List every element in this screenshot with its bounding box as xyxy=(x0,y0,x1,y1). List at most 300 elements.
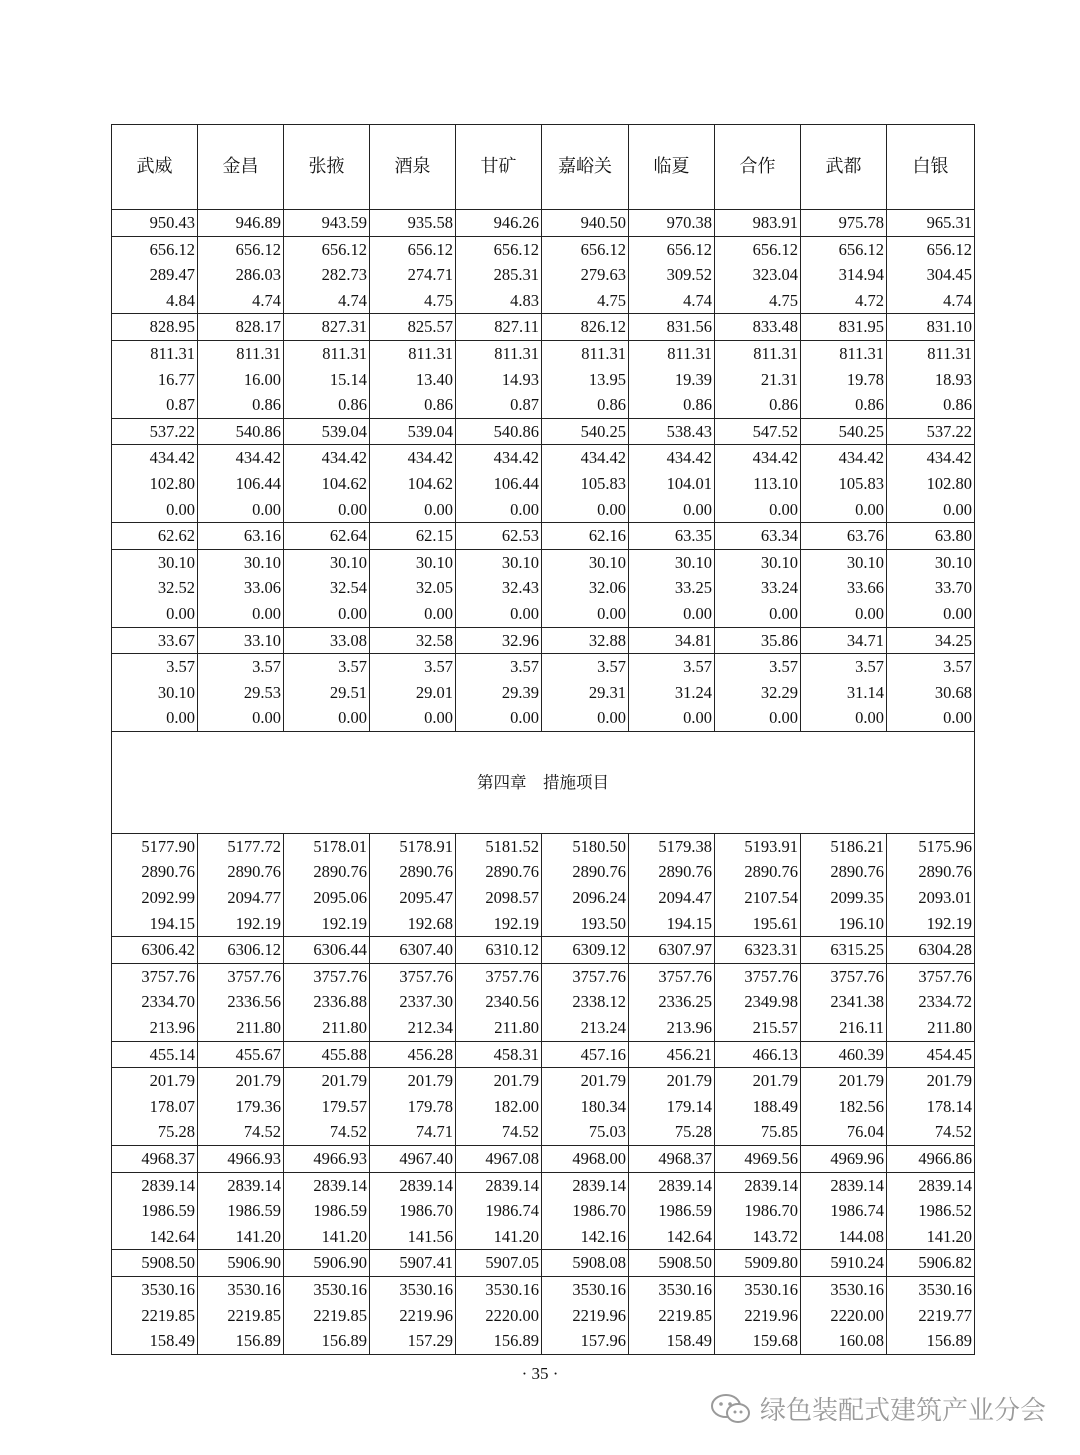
table-cell: 2890.76 xyxy=(801,859,887,885)
table-cell: 833.48 xyxy=(715,314,801,341)
table-cell: 74.71 xyxy=(370,1119,456,1145)
table-cell: 62.53 xyxy=(456,523,542,550)
table-cell: 0.00 xyxy=(629,497,715,523)
table-row xyxy=(112,236,975,262)
wechat-icon xyxy=(710,1393,752,1425)
table-cell: 156.89 xyxy=(887,1328,975,1354)
table-cell: 102.80 xyxy=(887,471,975,497)
table-cell: 105.83 xyxy=(801,471,887,497)
table-cell: 827.11 xyxy=(456,314,542,341)
table-cell: 32.52 xyxy=(112,575,198,601)
chapter-title: 第四章 措施项目 xyxy=(112,731,975,833)
table-cell: 188.49 xyxy=(715,1094,801,1120)
table-cell: 192.19 xyxy=(887,911,975,937)
table-cell: 3530.16 xyxy=(801,1276,887,1302)
table-cell: 434.42 xyxy=(887,445,975,471)
table-cell: 3757.76 xyxy=(542,963,629,989)
table-cell: 811.31 xyxy=(629,340,715,366)
table-cell: 4968.37 xyxy=(112,1146,198,1173)
table-cell: 178.07 xyxy=(112,1094,198,1120)
table-cell: 656.12 xyxy=(112,236,198,262)
table-cell: 656.12 xyxy=(629,236,715,262)
table-cell: 3.57 xyxy=(284,654,370,680)
table-cell: 0.00 xyxy=(715,497,801,523)
table-cell: 13.95 xyxy=(542,367,629,393)
table-cell: 0.00 xyxy=(456,601,542,627)
table-cell: 2094.47 xyxy=(629,885,715,911)
table-cell: 29.53 xyxy=(198,680,284,706)
table-cell: 3530.16 xyxy=(715,1276,801,1302)
table-cell: 0.00 xyxy=(801,705,887,731)
table-cell: 811.31 xyxy=(715,340,801,366)
table-cell: 4.75 xyxy=(370,288,456,314)
table-cell: 2096.24 xyxy=(542,885,629,911)
table-cell: 213.96 xyxy=(112,1015,198,1041)
table-cell: 180.34 xyxy=(542,1094,629,1120)
table-cell: 811.31 xyxy=(198,340,284,366)
table-cell: 13.40 xyxy=(370,367,456,393)
table-row xyxy=(112,627,975,654)
table-cell: 0.00 xyxy=(198,705,284,731)
table-cell: 0.86 xyxy=(715,392,801,418)
table-cell: 0.00 xyxy=(112,601,198,627)
table-cell: 3757.76 xyxy=(629,963,715,989)
table-cell: 457.16 xyxy=(542,1041,629,1068)
table-cell: 63.34 xyxy=(715,523,801,550)
table-cell: 30.10 xyxy=(112,549,198,575)
table-cell: 75.28 xyxy=(112,1119,198,1145)
table-cell: 827.31 xyxy=(284,314,370,341)
table-cell: 0.00 xyxy=(370,705,456,731)
table-cell: 0.00 xyxy=(198,497,284,523)
table-cell: 141.20 xyxy=(284,1224,370,1250)
table-cell: 212.34 xyxy=(370,1015,456,1041)
table-cell: 63.80 xyxy=(887,523,975,550)
table-cell: 0.00 xyxy=(629,601,715,627)
table-cell: 5193.91 xyxy=(715,833,801,859)
table-cell: 965.31 xyxy=(887,210,975,237)
table-cell: 75.85 xyxy=(715,1119,801,1145)
table-cell: 455.88 xyxy=(284,1041,370,1068)
table-cell: 5180.50 xyxy=(542,833,629,859)
table-row xyxy=(112,1015,975,1041)
table-cell: 2890.76 xyxy=(887,859,975,885)
table-cell: 5178.01 xyxy=(284,833,370,859)
table-cell: 75.03 xyxy=(542,1119,629,1145)
table-cell: 434.42 xyxy=(715,445,801,471)
table-cell: 216.11 xyxy=(801,1015,887,1041)
table-cell: 4966.86 xyxy=(887,1146,975,1173)
table-cell: 434.42 xyxy=(370,445,456,471)
table-cell: 5909.80 xyxy=(715,1250,801,1277)
table-cell: 63.76 xyxy=(801,523,887,550)
table-cell: 30.10 xyxy=(284,549,370,575)
table-cell: 2890.76 xyxy=(629,859,715,885)
table-cell: 19.39 xyxy=(629,367,715,393)
price-table xyxy=(111,124,975,1355)
table-cell: 6323.31 xyxy=(715,937,801,964)
table-cell: 811.31 xyxy=(112,340,198,366)
table-cell: 4969.96 xyxy=(801,1146,887,1173)
table-cell: 656.12 xyxy=(456,236,542,262)
table-cell: 179.14 xyxy=(629,1094,715,1120)
table-cell: 62.64 xyxy=(284,523,370,550)
table-cell: 4967.08 xyxy=(456,1146,542,1173)
table-cell: 32.96 xyxy=(456,627,542,654)
table-cell: 16.77 xyxy=(112,367,198,393)
table-row xyxy=(112,288,975,314)
table-cell: 2839.14 xyxy=(887,1172,975,1198)
table-cell: 33.08 xyxy=(284,627,370,654)
table-cell: 213.24 xyxy=(542,1015,629,1041)
table-cell: 2839.14 xyxy=(629,1172,715,1198)
table-cell: 2839.14 xyxy=(456,1172,542,1198)
column-header: 武威 xyxy=(112,125,198,210)
table-cell: 309.52 xyxy=(629,262,715,288)
table-cell: 434.42 xyxy=(112,445,198,471)
table-cell: 2107.54 xyxy=(715,885,801,911)
table-cell: 656.12 xyxy=(801,236,887,262)
table-cell: 0.86 xyxy=(887,392,975,418)
table-cell: 5177.90 xyxy=(112,833,198,859)
table-cell: 0.86 xyxy=(284,392,370,418)
table-cell: 16.00 xyxy=(198,367,284,393)
table-cell: 142.16 xyxy=(542,1224,629,1250)
table-cell: 30.10 xyxy=(887,549,975,575)
table-cell: 32.88 xyxy=(542,627,629,654)
table-cell: 282.73 xyxy=(284,262,370,288)
table-cell: 0.00 xyxy=(715,705,801,731)
table-cell: 192.19 xyxy=(284,911,370,937)
table-cell: 3757.76 xyxy=(715,963,801,989)
table-cell: 943.59 xyxy=(284,210,370,237)
table-cell: 2839.14 xyxy=(715,1172,801,1198)
table-cell: 540.86 xyxy=(198,418,284,445)
table-row xyxy=(112,859,975,885)
table-cell: 4.74 xyxy=(887,288,975,314)
table-cell: 0.00 xyxy=(542,601,629,627)
table-cell: 5908.08 xyxy=(542,1250,629,1277)
table-cell: 3530.16 xyxy=(198,1276,284,1302)
table-cell: 4966.93 xyxy=(284,1146,370,1173)
table-cell: 935.58 xyxy=(370,210,456,237)
table-cell: 63.16 xyxy=(198,523,284,550)
table-cell: 3757.76 xyxy=(801,963,887,989)
table-cell: 2092.99 xyxy=(112,885,198,911)
table-row xyxy=(112,705,975,731)
table-cell: 74.52 xyxy=(284,1119,370,1145)
table-cell: 466.13 xyxy=(715,1041,801,1068)
table-cell: 0.86 xyxy=(629,392,715,418)
column-header: 武都 xyxy=(801,125,887,210)
table-cell: 2220.00 xyxy=(801,1303,887,1329)
table-cell: 2839.14 xyxy=(542,1172,629,1198)
table-cell: 211.80 xyxy=(198,1015,284,1041)
table-cell: 141.20 xyxy=(198,1224,284,1250)
table-cell: 14.93 xyxy=(456,367,542,393)
table-cell: 831.56 xyxy=(629,314,715,341)
table-cell: 30.10 xyxy=(456,549,542,575)
table-cell: 201.79 xyxy=(629,1068,715,1094)
table-cell: 946.26 xyxy=(456,210,542,237)
table-cell: 29.39 xyxy=(456,680,542,706)
table-cell: 201.79 xyxy=(887,1068,975,1094)
table-cell: 811.31 xyxy=(887,340,975,366)
table-cell: 4966.93 xyxy=(198,1146,284,1173)
table-cell: 15.14 xyxy=(284,367,370,393)
table-cell: 2890.76 xyxy=(542,859,629,885)
table-cell: 192.68 xyxy=(370,911,456,937)
table-cell: 0.00 xyxy=(112,497,198,523)
table-cell: 0.00 xyxy=(370,497,456,523)
table-row xyxy=(112,911,975,937)
table-cell: 4.72 xyxy=(801,288,887,314)
table-cell: 286.03 xyxy=(198,262,284,288)
table-cell: 33.67 xyxy=(112,627,198,654)
table-cell: 3530.16 xyxy=(370,1276,456,1302)
table-cell: 4969.56 xyxy=(715,1146,801,1173)
table-cell: 6304.28 xyxy=(887,937,975,964)
table-cell: 2338.12 xyxy=(542,989,629,1015)
table-cell: 4.75 xyxy=(715,288,801,314)
table-cell: 211.80 xyxy=(284,1015,370,1041)
table-cell: 975.78 xyxy=(801,210,887,237)
table-cell: 113.10 xyxy=(715,471,801,497)
table-cell: 2890.76 xyxy=(112,859,198,885)
table-cell: 455.67 xyxy=(198,1041,284,1068)
table-cell: 811.31 xyxy=(456,340,542,366)
table-cell: 0.86 xyxy=(542,392,629,418)
table-cell: 29.01 xyxy=(370,680,456,706)
table-cell: 2093.01 xyxy=(887,885,975,911)
table-cell: 0.87 xyxy=(112,392,198,418)
table-cell: 193.50 xyxy=(542,911,629,937)
table-cell: 34.25 xyxy=(887,627,975,654)
table-cell: 74.52 xyxy=(887,1119,975,1145)
table-cell: 279.63 xyxy=(542,262,629,288)
table-cell: 1986.59 xyxy=(629,1198,715,1224)
table-cell: 1986.59 xyxy=(112,1198,198,1224)
table-row xyxy=(112,833,975,859)
table-cell: 811.31 xyxy=(801,340,887,366)
table-cell: 1986.59 xyxy=(284,1198,370,1224)
table-cell: 5908.50 xyxy=(629,1250,715,1277)
table-cell: 178.14 xyxy=(887,1094,975,1120)
table-cell: 940.50 xyxy=(542,210,629,237)
table-cell: 1986.74 xyxy=(801,1198,887,1224)
table-cell: 0.00 xyxy=(370,601,456,627)
table-cell: 3530.16 xyxy=(284,1276,370,1302)
table-cell: 434.42 xyxy=(456,445,542,471)
table-cell: 6309.12 xyxy=(542,937,629,964)
table-row xyxy=(112,575,975,601)
table-cell: 2890.76 xyxy=(456,859,542,885)
table-cell: 656.12 xyxy=(370,236,456,262)
table-cell: 656.12 xyxy=(887,236,975,262)
table-cell: 1986.70 xyxy=(715,1198,801,1224)
table-cell: 76.04 xyxy=(801,1119,887,1145)
table-cell: 1986.52 xyxy=(887,1198,975,1224)
table-cell: 141.56 xyxy=(370,1224,456,1250)
table-cell: 2890.76 xyxy=(370,859,456,885)
table-cell: 0.00 xyxy=(198,601,284,627)
table-cell: 2336.25 xyxy=(629,989,715,1015)
table-cell: 3757.76 xyxy=(456,963,542,989)
table-cell: 3.57 xyxy=(542,654,629,680)
table-cell: 158.49 xyxy=(112,1328,198,1354)
table-cell: 2095.47 xyxy=(370,885,456,911)
table-cell: 0.86 xyxy=(198,392,284,418)
table-cell: 63.35 xyxy=(629,523,715,550)
table-cell: 201.79 xyxy=(284,1068,370,1094)
table-cell: 32.43 xyxy=(456,575,542,601)
table-cell: 6310.12 xyxy=(456,937,542,964)
table-cell: 201.79 xyxy=(715,1068,801,1094)
table-cell: 2839.14 xyxy=(284,1172,370,1198)
table-cell: 828.17 xyxy=(198,314,284,341)
table-cell: 0.00 xyxy=(801,497,887,523)
table-cell: 159.68 xyxy=(715,1328,801,1354)
table-cell: 2349.98 xyxy=(715,989,801,1015)
column-header: 嘉峪关 xyxy=(542,125,629,210)
table-cell: 434.42 xyxy=(629,445,715,471)
table-cell: 0.00 xyxy=(542,497,629,523)
table-cell: 192.19 xyxy=(456,911,542,937)
table-cell: 195.61 xyxy=(715,911,801,937)
table-row xyxy=(112,549,975,575)
column-header: 张掖 xyxy=(284,125,370,210)
table-cell: 0.00 xyxy=(284,601,370,627)
table-cell: 106.44 xyxy=(198,471,284,497)
table-cell: 142.64 xyxy=(112,1224,198,1250)
table-cell: 434.42 xyxy=(542,445,629,471)
table-cell: 0.00 xyxy=(112,705,198,731)
table-cell: 182.00 xyxy=(456,1094,542,1120)
table-cell: 6306.12 xyxy=(198,937,284,964)
table-cell: 946.89 xyxy=(198,210,284,237)
table-cell: 104.01 xyxy=(629,471,715,497)
table-cell: 157.29 xyxy=(370,1328,456,1354)
table-cell: 62.16 xyxy=(542,523,629,550)
table-cell: 32.29 xyxy=(715,680,801,706)
table-cell: 656.12 xyxy=(198,236,284,262)
table-cell: 6306.44 xyxy=(284,937,370,964)
table-cell: 74.52 xyxy=(456,1119,542,1145)
table-cell: 156.89 xyxy=(198,1328,284,1354)
table-cell: 4.83 xyxy=(456,288,542,314)
table-cell: 0.86 xyxy=(370,392,456,418)
table-cell: 454.45 xyxy=(887,1041,975,1068)
table-cell: 33.24 xyxy=(715,575,801,601)
table-cell: 1986.70 xyxy=(542,1198,629,1224)
table-cell: 0.00 xyxy=(887,497,975,523)
table-cell: 3530.16 xyxy=(542,1276,629,1302)
table-cell: 30.10 xyxy=(801,549,887,575)
table-cell: 537.22 xyxy=(112,418,198,445)
table-cell: 4.74 xyxy=(198,288,284,314)
table-cell: 274.71 xyxy=(370,262,456,288)
table-cell: 30.10 xyxy=(542,549,629,575)
table-cell: 2336.88 xyxy=(284,989,370,1015)
table-row xyxy=(112,523,975,550)
table-cell: 32.54 xyxy=(284,575,370,601)
table-cell: 0.00 xyxy=(887,601,975,627)
table-cell: 456.28 xyxy=(370,1041,456,1068)
table-cell: 196.10 xyxy=(801,911,887,937)
column-header: 临夏 xyxy=(629,125,715,210)
table-cell: 304.45 xyxy=(887,262,975,288)
table-row xyxy=(112,963,975,989)
table-cell: 31.14 xyxy=(801,680,887,706)
table-cell: 33.06 xyxy=(198,575,284,601)
table-cell: 6307.97 xyxy=(629,937,715,964)
table-cell: 828.95 xyxy=(112,314,198,341)
table-cell: 215.57 xyxy=(715,1015,801,1041)
table-cell: 538.43 xyxy=(629,418,715,445)
table-cell: 3757.76 xyxy=(198,963,284,989)
table-cell: 5186.21 xyxy=(801,833,887,859)
column-header: 白银 xyxy=(887,125,975,210)
table-cell: 811.31 xyxy=(370,340,456,366)
table-cell: 201.79 xyxy=(370,1068,456,1094)
table-cell: 2839.14 xyxy=(370,1172,456,1198)
table-cell: 455.14 xyxy=(112,1041,198,1068)
table-cell: 179.36 xyxy=(198,1094,284,1120)
table-cell: 2334.72 xyxy=(887,989,975,1015)
column-header: 酒泉 xyxy=(370,125,456,210)
table-cell: 3.57 xyxy=(887,654,975,680)
table-cell: 158.49 xyxy=(629,1328,715,1354)
table-cell: 141.20 xyxy=(887,1224,975,1250)
table-cell: 201.79 xyxy=(542,1068,629,1094)
table-row xyxy=(112,314,975,341)
table-row xyxy=(112,262,975,288)
table-cell: 2094.77 xyxy=(198,885,284,911)
table-cell: 460.39 xyxy=(801,1041,887,1068)
table-cell: 1986.59 xyxy=(198,1198,284,1224)
table-cell: 21.31 xyxy=(715,367,801,393)
table-cell: 5906.90 xyxy=(284,1250,370,1277)
table-cell: 4.74 xyxy=(629,288,715,314)
table-cell: 0.00 xyxy=(284,705,370,731)
table-cell: 201.79 xyxy=(198,1068,284,1094)
table-cell: 2839.14 xyxy=(801,1172,887,1198)
table-cell: 434.42 xyxy=(801,445,887,471)
table-cell: 5907.05 xyxy=(456,1250,542,1277)
table-cell: 4.75 xyxy=(542,288,629,314)
table-cell: 5906.90 xyxy=(198,1250,284,1277)
table-cell: 2219.96 xyxy=(370,1303,456,1329)
table-row xyxy=(112,210,975,237)
table-cell: 192.19 xyxy=(198,911,284,937)
table-cell: 3.57 xyxy=(629,654,715,680)
table-cell: 104.62 xyxy=(284,471,370,497)
column-header: 合作 xyxy=(715,125,801,210)
table-row xyxy=(112,471,975,497)
table-cell: 811.31 xyxy=(284,340,370,366)
table-cell: 194.15 xyxy=(112,911,198,937)
table-cell: 3757.76 xyxy=(887,963,975,989)
table-cell: 19.78 xyxy=(801,367,887,393)
table-cell: 2098.57 xyxy=(456,885,542,911)
table-cell: 0.00 xyxy=(629,705,715,731)
table-cell: 4.74 xyxy=(284,288,370,314)
column-header: 金昌 xyxy=(198,125,284,210)
table-cell: 3.57 xyxy=(715,654,801,680)
table-row xyxy=(112,367,975,393)
table-cell: 211.80 xyxy=(456,1015,542,1041)
table-cell: 456.21 xyxy=(629,1041,715,1068)
